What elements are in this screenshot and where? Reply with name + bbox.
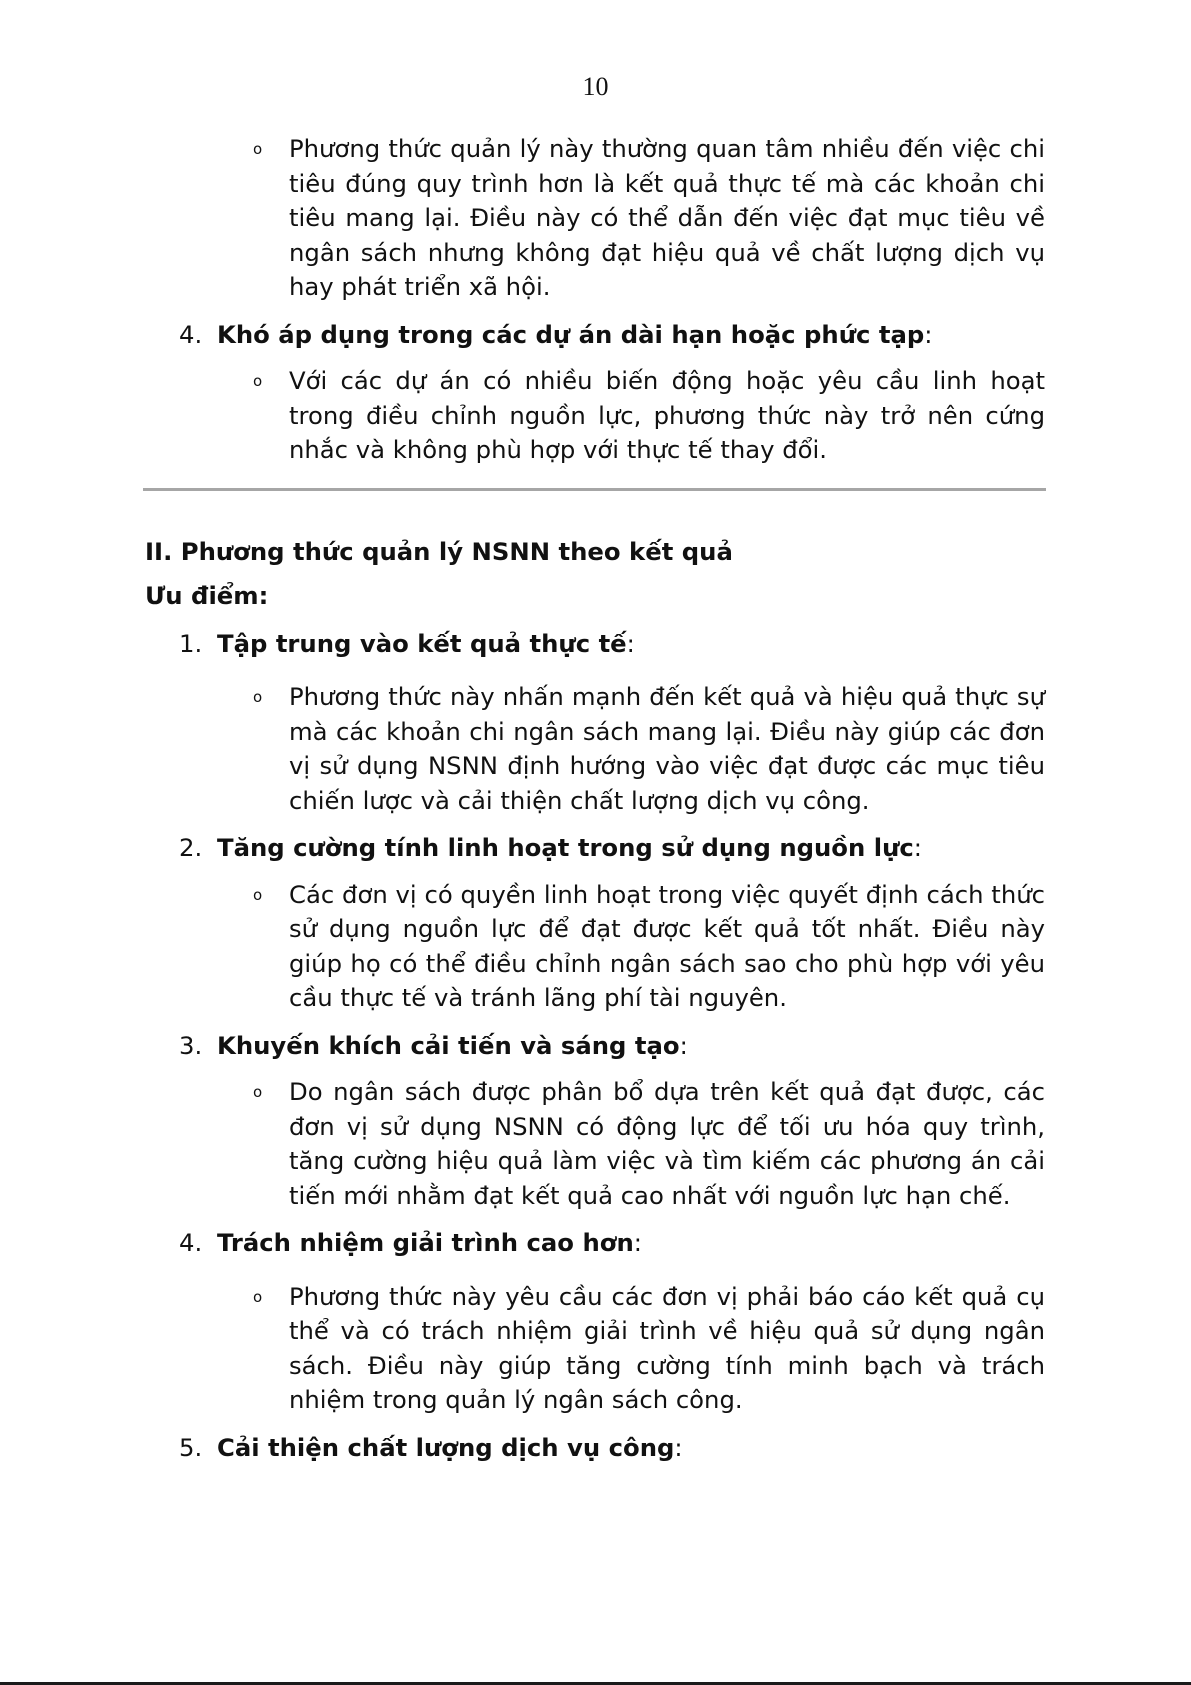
- numbered-item: [145, 831, 1045, 866]
- item-suffix: :: [913, 833, 922, 862]
- item-suffix: :: [674, 1432, 683, 1462]
- item-number: 2.: [179, 833, 203, 862]
- numbered-item: [145, 1029, 1045, 1064]
- list-sub-bullet: [145, 364, 1045, 468]
- list-sub-bullet: [145, 680, 1045, 818]
- item-title: Trách nhiệm giải trình cao hơn: [217, 1228, 634, 1257]
- circle-bullet-icon: o: [253, 1287, 263, 1306]
- section-heading: II. Phương thức quản lý NSNN theo kết quả: [145, 536, 733, 566]
- item-number: 4.: [179, 1228, 203, 1257]
- numbered-item: [145, 1431, 1045, 1466]
- item-title: Cải thiện chất lượng dịch vụ công: [217, 1432, 675, 1462]
- section-subheading: Ưu điểm:: [145, 581, 269, 610]
- page-number: 10: [582, 72, 609, 101]
- numbered-item: [145, 1226, 1045, 1261]
- circle-bullet-icon: o: [253, 1083, 263, 1101]
- sub-bullet-text: Phương thức này yêu cầu các đơn vị phải báo cáo kết quả cụ thể và có trách nhiệm giải trình về hiệu quả sử dụng ngân sách. Điều này giúp tăng cường tính minh bạch và trách nhiệm trong quản lý ngân sách công.: [289, 1281, 1045, 1414]
- item-number: 3.: [179, 1030, 203, 1060]
- numbered-item: [145, 627, 1045, 662]
- item-suffix: :: [924, 319, 933, 349]
- item-number: 5.: [179, 1432, 203, 1462]
- circle-bullet-icon: o: [253, 372, 263, 390]
- item-title: Tập trung vào kết quả thực tế: [217, 628, 627, 658]
- circle-bullet-icon: o: [253, 885, 263, 904]
- sub-bullet-text: Do ngân sách được phân bổ dựa trên kết quả đạt được, các đơn vị sử dụng NSNN có động lực để tối ưu hóa quy trình, tăng cường hiệu quả làm việc và tìm kiếm các phương án cải tiến mới nhằm đạt kết quả cao nhất với nguồn lực hạn chế.: [289, 1077, 1045, 1210]
- item-title: Khó áp dụng trong các dự án dài hạn hoặc phức tạp: [217, 319, 925, 349]
- circle-bullet-icon: o: [253, 140, 263, 158]
- item-title: Khuyến khích cải tiến và sáng tạo: [217, 1030, 680, 1060]
- horizontal-divider: [143, 488, 1046, 491]
- item-suffix: :: [633, 1228, 642, 1257]
- list-sub-bullet: [145, 1280, 1045, 1418]
- item-suffix: :: [626, 628, 635, 658]
- list-sub-bullet: [145, 132, 1045, 305]
- item-suffix: :: [679, 1030, 688, 1060]
- list-sub-bullet: [145, 878, 1045, 1016]
- sub-bullet-text: Các đơn vị có quyền linh hoạt trong việc quyết định cách thức sử dụng nguồn lực để đạt được kết quả tốt nhất. Điều này giúp họ có thể điều chỉnh ngân sách sao cho phù hợp với yêu cầu thực tế và tránh lãng phí tài nguyên.: [289, 879, 1045, 1012]
- item-title: Tăng cường tính linh hoạt trong sử dụng nguồn lực: [217, 833, 914, 862]
- circle-bullet-icon: o: [253, 688, 263, 706]
- item-number: 4.: [179, 319, 203, 349]
- numbered-item: [145, 318, 1045, 353]
- sub-bullet-text: Với các dự án có nhiều biến động hoặc yêu cầu linh hoạt trong điều chỉnh nguồn lực, phương thức này trở nên cứng nhắc và không phù hợp với thực tế thay đổi.: [289, 366, 1045, 464]
- sub-bullet-text: Phương thức này nhấn mạnh đến kết quả và hiệu quả thực sự mà các khoản chi ngân sách mang lại. Điều này giúp các đơn vị sử dụng NSNN định hướng vào việc đạt được các mục tiêu chiến lược và cải thiện chất lượng dịch vụ công.: [289, 682, 1045, 815]
- item-number: 1.: [179, 628, 203, 658]
- page-content: [145, 132, 1045, 1465]
- list-sub-bullet: [145, 1075, 1045, 1213]
- sub-bullet-text: Phương thức quản lý này thường quan tâm nhiều đến việc chi tiêu đúng quy trình hơn là kết quả thực tế mà các khoản chi tiêu mang lại. Điều này có thể dẫn đến việc đạt mục tiêu về ngân sách nhưng không đạt hiệu quả về chất lượng dịch vụ hay phát triển xã hội.: [289, 134, 1045, 301]
